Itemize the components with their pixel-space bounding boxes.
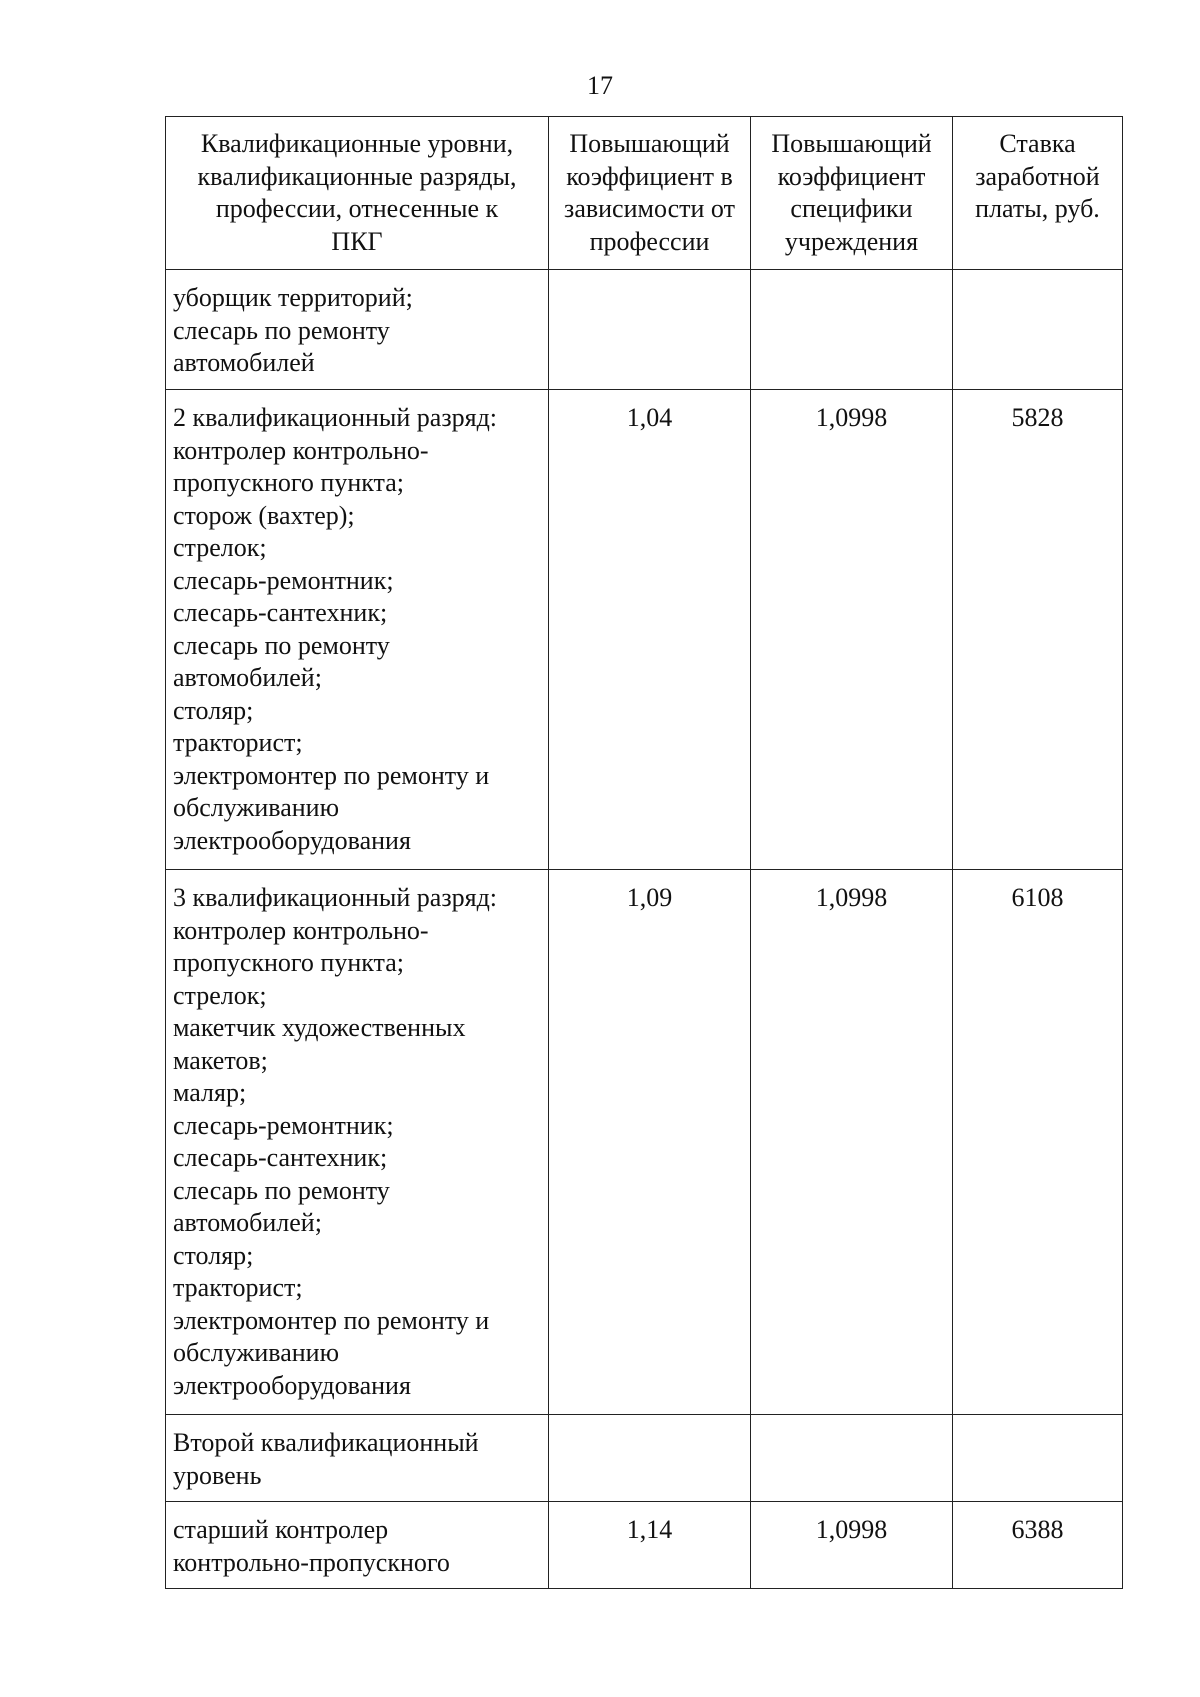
- header-profession-coefficient: [549, 117, 751, 270]
- table-header-row: [166, 117, 1123, 270]
- header-qualification-levels: [166, 117, 549, 270]
- header-line: коэффициент в: [566, 161, 733, 191]
- profession-line: макетчик художественных: [173, 1013, 466, 1042]
- table-row: [166, 1415, 1123, 1502]
- profession-coefficient-cell: 1,04: [549, 390, 751, 870]
- profession-line: пропускного пункта;: [173, 948, 404, 977]
- profession-line: слесарь по ремонту: [173, 315, 390, 345]
- header-institution-coefficient: [751, 117, 953, 270]
- profession-line: слесарь-сантехник;: [173, 1143, 388, 1172]
- header-line: Повышающий: [771, 129, 932, 158]
- table-row: [166, 270, 1123, 390]
- header-line: квалификационные разряды,: [197, 161, 517, 191]
- header-line: специфики: [790, 194, 913, 223]
- profession-line: сторож (вахтер);: [173, 500, 355, 530]
- profession-line: слесарь-ремонтник;: [173, 1110, 394, 1140]
- profession-line: столяр;: [173, 1240, 254, 1270]
- qualification-cell: [166, 1415, 549, 1502]
- profession-line: стрелок;: [173, 533, 267, 562]
- profession-line: электромонтер по ремонту и: [173, 760, 490, 790]
- profession-line: слесарь по ремонту: [173, 630, 390, 660]
- institution-coefficient-cell: [751, 270, 953, 390]
- wage-rate-cell: 5828: [953, 390, 1123, 870]
- header-line: учреждения: [784, 226, 919, 256]
- profession-line: стрелок;: [173, 980, 267, 1010]
- profession-line: автомобилей;: [173, 1208, 322, 1237]
- table-row: [166, 390, 1123, 870]
- header-line: заработной: [975, 161, 1100, 191]
- salary-table: [165, 116, 1123, 1589]
- profession-line: пропускного пункта;: [173, 468, 404, 497]
- profession-coefficient-cell: 1,14: [549, 1502, 751, 1589]
- profession-line: Второй квалификационный: [173, 1428, 479, 1457]
- institution-coefficient-cell: 1,0998: [751, 390, 953, 870]
- header-line: коэффициент: [777, 161, 926, 191]
- profession-coefficient-cell: 1,09: [549, 870, 751, 1415]
- profession-line: электрооборудования: [173, 1370, 411, 1400]
- profession-line: 3 квалификационный разряд:: [173, 883, 498, 912]
- profession-line: контрольно-пропускного: [173, 1547, 450, 1577]
- profession-line: слесарь по ремонту: [173, 1175, 390, 1205]
- profession-line: уровень: [173, 1460, 262, 1490]
- profession-line: автомобилей;: [173, 663, 322, 692]
- profession-line: старший контролер: [173, 1515, 389, 1544]
- header-line: ПКГ: [331, 226, 383, 256]
- profession-coefficient-cell: [549, 1415, 751, 1502]
- wage-rate-cell: [953, 270, 1123, 390]
- institution-coefficient-cell: 1,0998: [751, 870, 953, 1415]
- qualification-cell: [166, 1502, 549, 1589]
- table-row: [166, 870, 1123, 1415]
- profession-line: контролер контрольно-: [173, 915, 429, 945]
- profession-line: слесарь-ремонтник;: [173, 565, 394, 595]
- header-line: профессии, отнесенные к: [215, 194, 499, 223]
- wage-rate-cell: 6388: [953, 1502, 1123, 1589]
- page-number: 17: [587, 71, 613, 100]
- header-line: Ставка: [999, 129, 1076, 158]
- profession-line: контролер контрольно-: [173, 435, 429, 465]
- profession-line: маляр;: [173, 1078, 247, 1107]
- profession-line: электрооборудования: [173, 825, 411, 855]
- wage-rate-cell: 6108: [953, 870, 1123, 1415]
- institution-coefficient-cell: [751, 1415, 953, 1502]
- qualification-cell: [166, 870, 549, 1415]
- table-row: [166, 1502, 1123, 1589]
- header-line: зависимости от: [564, 194, 735, 223]
- profession-line: уборщик территорий;: [173, 283, 413, 312]
- profession-line: столяр;: [173, 695, 254, 725]
- profession-line: слесарь-сантехник;: [173, 598, 388, 627]
- wage-rate-cell: [953, 1415, 1123, 1502]
- profession-line: тракторист;: [173, 1273, 303, 1302]
- profession-coefficient-cell: [549, 270, 751, 390]
- header-line: платы, руб.: [975, 194, 1100, 223]
- profession-line: автомобилей: [173, 348, 315, 377]
- qualification-cell: [166, 270, 549, 390]
- qualification-cell: [166, 390, 549, 870]
- header-wage-rate: [953, 117, 1123, 270]
- profession-line: обслуживанию: [173, 793, 340, 822]
- profession-line: 2 квалификационный разряд:: [173, 403, 498, 432]
- profession-line: электромонтер по ремонту и: [173, 1305, 490, 1335]
- profession-line: тракторист;: [173, 728, 303, 757]
- header-line: Повышающий: [569, 129, 730, 158]
- header-line: Квалификационные уровни,: [200, 129, 514, 158]
- profession-line: макетов;: [173, 1045, 268, 1075]
- institution-coefficient-cell: 1,0998: [751, 1502, 953, 1589]
- header-line: профессии: [589, 226, 710, 256]
- profession-line: обслуживанию: [173, 1338, 340, 1367]
